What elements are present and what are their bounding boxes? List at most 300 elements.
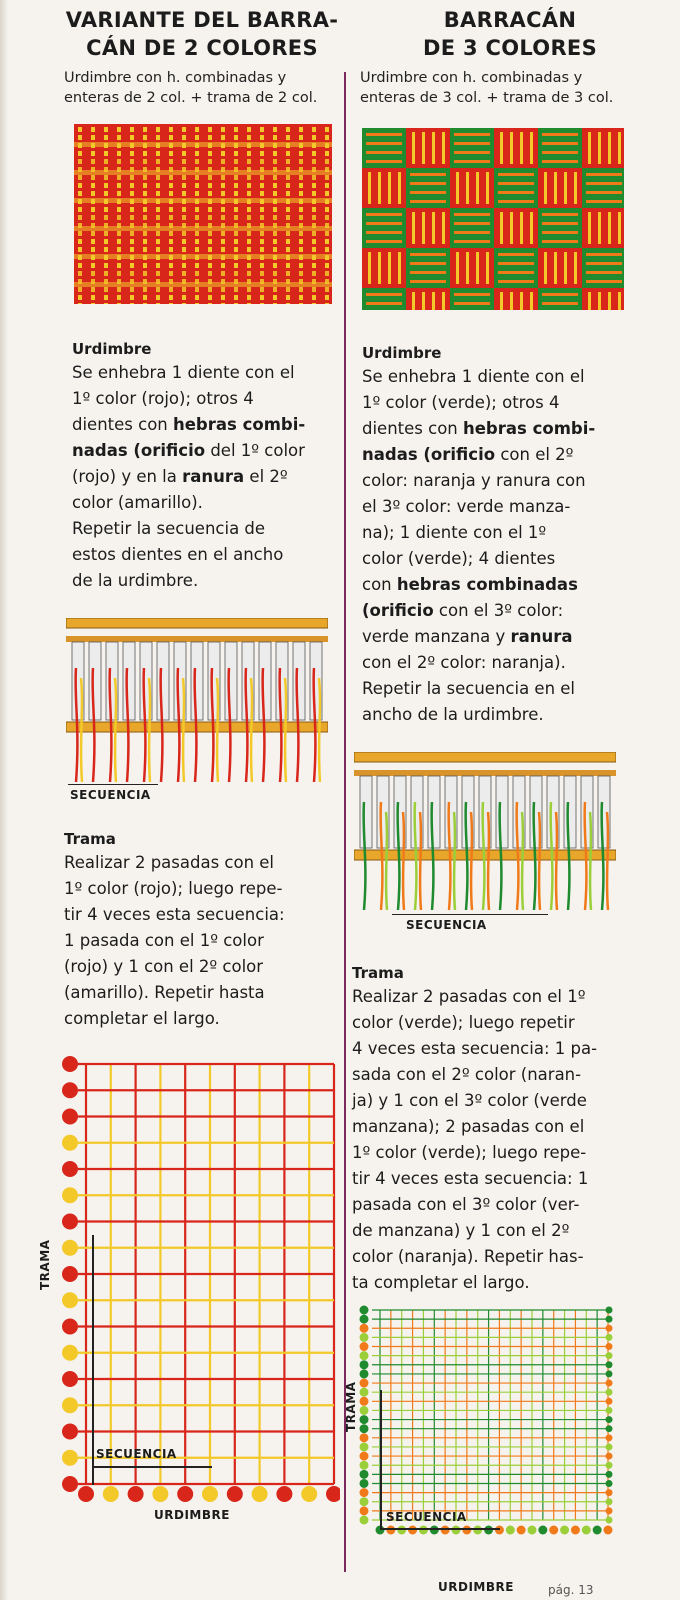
heddle-tooth: [89, 642, 101, 720]
fabric-stitch: [91, 159, 95, 164]
warp-thread: [420, 812, 421, 910]
fabric-stitch: [78, 295, 82, 300]
fabric-stitch: [208, 247, 212, 252]
left-urdimbre-line: de la urdimbre.: [72, 571, 199, 590]
fabric-stitch: [586, 191, 622, 194]
fabric-stitch: [260, 239, 264, 244]
fabric-stitch: [234, 271, 238, 276]
right-urdimbre-text: [362, 364, 662, 728]
left-title: [64, 6, 340, 62]
grid-weft-marker: [606, 1462, 613, 1469]
fabric-stitch: [586, 271, 622, 274]
fabric-stitch: [325, 135, 329, 140]
fabric-stitch: [312, 239, 316, 244]
left-grid-sequence-bracket: [92, 1466, 212, 1468]
left-trama-line: 1 pasada con el 1º color: [64, 931, 264, 950]
heddle-tooth: [259, 642, 271, 720]
fabric-stitch: [325, 175, 329, 180]
fabric-stitch: [273, 215, 277, 220]
right-subtitle-line-2: enteras de 3 col. + trama de 3 col.: [360, 90, 614, 106]
fabric-stitch: [312, 159, 316, 164]
fabric-stitch: [195, 231, 199, 236]
right-trama-line: 4 veces esta secuencia: 1 pa-: [352, 1039, 598, 1058]
heddle-tooth: [428, 776, 440, 848]
fabric-stitch: [91, 215, 95, 220]
fabric-stitch: [195, 151, 199, 156]
fabric-stitch: [247, 175, 251, 180]
fabric-stitch: [78, 303, 82, 304]
left-weave-grid: [50, 1052, 340, 1532]
fabric-stitch: [91, 247, 95, 252]
fabric-stitch: [104, 271, 108, 276]
heddle-top-bar-inner: [66, 636, 328, 642]
fabric-stitch: [182, 271, 186, 276]
warp-thread: [251, 678, 252, 782]
fabric-stitch: [544, 252, 547, 284]
fabric-stitch: [169, 263, 173, 268]
grid-weft-marker: [360, 1488, 369, 1497]
heddle-tooth: [293, 642, 305, 720]
grid-warp-marker: [276, 1486, 292, 1502]
left-subtitle-line-2: enteras de 2 col. + trama de 2 col.: [64, 90, 318, 106]
fabric-stitch: [130, 247, 134, 252]
fabric-stitch: [286, 207, 290, 212]
warp-thread: [539, 812, 540, 910]
right-title-line-1: BARRACÁN: [443, 8, 577, 32]
fabric-stitch: [169, 303, 173, 304]
fabric-stitch: [410, 200, 446, 203]
grid-weft-marker: [606, 1443, 613, 1450]
fabric-stitch: [195, 263, 199, 268]
fabric-stitch: [366, 142, 402, 145]
fabric-stitch: [104, 175, 108, 180]
fabric-stitch: [221, 247, 225, 252]
fabric-stitch: [498, 191, 534, 194]
fabric-stitch: [117, 247, 121, 252]
fabric-stitch: [260, 159, 264, 164]
fabric-stitch: [221, 207, 225, 212]
fabric-stitch: [169, 191, 173, 196]
grid-weft-marker: [62, 1214, 78, 1230]
fabric-stitch: [325, 159, 329, 164]
heddle-tooth: [191, 642, 203, 720]
fabric-stitch: [247, 271, 251, 276]
fabric-stitch: [221, 215, 225, 220]
grid-warp-marker: [528, 1526, 537, 1535]
fabric-stitch: [588, 132, 591, 164]
fabric-stitch: [195, 303, 199, 304]
fabric-stitch: [325, 183, 329, 188]
fabric-stitch: [221, 263, 225, 268]
fabric-stitch: [247, 295, 251, 300]
fabric-stitch: [498, 200, 534, 203]
fabric-stitch: [182, 231, 186, 236]
grid-weft-marker: [360, 1433, 369, 1442]
fabric-stitch: [156, 175, 160, 180]
fabric-stitch: [234, 215, 238, 220]
warp-thread: [386, 812, 387, 910]
grid-weft-marker: [62, 1056, 78, 1072]
fabric-stitch: [260, 295, 264, 300]
fabric-stitch: [156, 183, 160, 188]
grid-warp-marker: [441, 1526, 450, 1535]
left-urdimbre-text-run: del 1º color: [205, 441, 305, 460]
fabric-stitch: [273, 207, 277, 212]
fabric-stitch: [143, 191, 147, 196]
grid-weft-marker: [360, 1452, 369, 1461]
fabric-stitch: [78, 135, 82, 140]
fabric-stitch: [117, 231, 121, 236]
fabric-stitch: [366, 133, 402, 136]
right-trama-line: Realizar 2 pasadas con el 1º: [352, 987, 586, 1006]
fabric-stitch: [454, 213, 490, 216]
fabric-stitch: [273, 127, 277, 132]
fabric-stitch: [104, 239, 108, 244]
fabric-stitch: [117, 239, 121, 244]
fabric-stitch: [195, 295, 199, 300]
warp-thread: [522, 812, 523, 910]
right-subtitle: [360, 68, 660, 108]
fabric-stitch: [325, 215, 329, 220]
fabric-stitch: [130, 215, 134, 220]
fabric-stitch: [618, 132, 621, 164]
fabric-stitch: [208, 191, 212, 196]
fabric-stitch: [156, 287, 160, 292]
fabric-stitch: [286, 191, 290, 196]
left-urdimbre-line: [72, 438, 340, 464]
fabric-stitch: [234, 239, 238, 244]
left-urdimbre-text-run: el 2º: [244, 467, 288, 486]
grid-warp-marker: [582, 1526, 591, 1535]
grid-warp-marker: [430, 1526, 439, 1535]
fabric-stitch: [208, 135, 212, 140]
fabric-stitch: [273, 191, 277, 196]
fabric-stitch: [156, 215, 160, 220]
fabric-stitch: [234, 231, 238, 236]
fabric-stitch: [104, 127, 108, 132]
fabric-stitch: [117, 127, 121, 132]
fabric-stitch: [299, 303, 303, 304]
fabric-stitch: [143, 295, 147, 300]
grid-weft-marker: [62, 1424, 78, 1440]
fabric-stitch: [366, 240, 402, 243]
right-grid-trama-bracket: [380, 1390, 382, 1528]
fabric-stitch: [234, 207, 238, 212]
right-urdimbre-text-run: con el 3º color:: [433, 601, 564, 620]
right-urdimbre-line: Se enhebra 1 diente con el: [362, 367, 585, 386]
fabric-stitch: [422, 292, 425, 310]
warp-thread: [285, 678, 286, 782]
grid-weft-marker: [360, 1442, 369, 1451]
grid-weft-marker: [360, 1415, 369, 1424]
fabric-stitch: [542, 133, 578, 136]
heddle-tooth: [225, 642, 237, 720]
fabric-stitch: [366, 213, 402, 216]
fabric-stitch: [182, 159, 186, 164]
fabric-stitch: [608, 292, 611, 310]
fabric-stitch: [542, 213, 578, 216]
fabric-stitch: [91, 151, 95, 156]
fabric-stitch: [130, 271, 134, 276]
grid-weft-marker: [606, 1398, 613, 1405]
fabric-stitch: [169, 239, 173, 244]
fabric-stitch: [608, 212, 611, 244]
fabric-stitch: [117, 207, 121, 212]
fabric-stitch: [234, 127, 238, 132]
warp-thread: [319, 678, 320, 782]
fabric-stitch: [618, 292, 621, 310]
fabric-stitch: [169, 175, 173, 180]
fabric-stitch: [325, 303, 329, 304]
fabric-stitch: [366, 222, 402, 225]
fabric-stitch: [78, 159, 82, 164]
fabric-stitch: [476, 172, 479, 204]
right-urdimbre-text-run: con: [362, 575, 397, 594]
fabric-stitch: [299, 183, 303, 188]
fabric-stitch: [104, 247, 108, 252]
fabric-stitch: [520, 292, 523, 310]
grid-weft-marker: [62, 1397, 78, 1413]
grid-warp-marker: [397, 1526, 406, 1535]
heddle-tooth: [157, 642, 169, 720]
left-heddle-diagram: [66, 618, 328, 782]
fabric-stitch: [286, 127, 290, 132]
grid-weft-marker: [360, 1315, 369, 1324]
right-urdimbre-line: ancho de la urdimbre.: [362, 705, 544, 724]
fabric-stitch: [325, 295, 329, 300]
grid-weft-marker: [606, 1307, 613, 1314]
grid-weft-marker: [606, 1352, 613, 1359]
fabric-stitch: [442, 132, 445, 164]
fabric-stitch: [182, 207, 186, 212]
fabric-stitch: [156, 159, 160, 164]
fabric-stitch: [286, 239, 290, 244]
fabric-stitch: [325, 271, 329, 276]
fabric-stitch: [182, 303, 186, 304]
left-urdimbre-line: Repetir la secuencia de: [72, 519, 266, 538]
grid-warp-marker: [227, 1486, 243, 1502]
fabric-stitch: [260, 207, 264, 212]
fabric-stitch: [299, 127, 303, 132]
grid-warp-marker: [549, 1526, 558, 1535]
left-grid-trama-label: TRAMA: [38, 1239, 52, 1290]
fabric-stitch: [117, 271, 121, 276]
right-grid-sequence-label: SECUENCIA: [386, 1510, 467, 1524]
fabric-stitch: [169, 151, 173, 156]
grid-weft-marker: [62, 1187, 78, 1203]
page-number: pág. 13: [548, 1583, 594, 1597]
fabric-stitch: [554, 252, 557, 284]
left-trama-line: Realizar 2 pasadas con el: [64, 853, 275, 872]
fabric-stitch: [169, 215, 173, 220]
left-grid-sequence-label: SECUENCIA: [96, 1447, 177, 1461]
fabric-stitch: [544, 172, 547, 204]
fabric-stitch: [143, 159, 147, 164]
fabric-stitch: [156, 207, 160, 212]
fabric-stitch: [143, 215, 147, 220]
fabric-stitch: [542, 231, 578, 234]
fabric-stitch: [182, 247, 186, 252]
fabric-stitch: [325, 231, 329, 236]
fabric-stitch: [208, 183, 212, 188]
left-urdimbre-line: Se enhebra 1 diente con el: [72, 363, 295, 382]
fabric-stitch: [574, 252, 577, 284]
right-urdimbre-text-run: con el 2º: [495, 445, 574, 464]
fabric-stitch: [156, 303, 160, 304]
fabric-stitch: [325, 127, 329, 132]
right-urdimbre-line: con el 2º color: naranja).: [362, 653, 566, 672]
left-urdimbre-heading: Urdimbre: [72, 340, 152, 358]
right-urdimbre-section: [362, 342, 662, 728]
fabric-stitch: [247, 263, 251, 268]
right-sequence-label: SECUENCIA: [406, 918, 487, 932]
fabric-stitch: [286, 271, 290, 276]
fabric-stitch: [169, 295, 173, 300]
fabric-stitch: [117, 151, 121, 156]
left-title-line-1: VARIANTE DEL BARRA-: [65, 8, 339, 32]
fabric-stitch: [104, 231, 108, 236]
fabric-stitch: [143, 183, 147, 188]
right-trama-line: manzana); 2 pasadas con el: [352, 1117, 585, 1136]
fabric-stitch: [564, 172, 567, 204]
fabric-stitch: [500, 212, 503, 244]
left-urdimbre-line: [72, 464, 340, 490]
fabric-stitch: [500, 292, 503, 310]
right-trama-line: color (verde); luego repetir: [352, 1013, 575, 1032]
fabric-stitch: [195, 247, 199, 252]
fabric-weft-band: [74, 226, 332, 231]
fabric-stitch: [247, 303, 251, 304]
grid-weft-marker: [606, 1343, 613, 1350]
grid-warp-marker: [604, 1526, 613, 1535]
fabric-stitch: [273, 159, 277, 164]
fabric-block: [538, 288, 582, 310]
right-urdimbre-bold-term: ranura: [510, 627, 573, 646]
fabric-stitch: [78, 191, 82, 196]
fabric-stitch: [104, 215, 108, 220]
fabric-stitch: [182, 239, 186, 244]
fabric-stitch: [412, 212, 415, 244]
right-trama-line: de manzana) y 1 con el 2º: [352, 1221, 570, 1240]
fabric-stitch: [117, 191, 121, 196]
fabric-stitch: [598, 132, 601, 164]
warp-thread: [81, 678, 82, 782]
heddle-tooth: [360, 776, 372, 848]
fabric-stitch: [78, 287, 82, 292]
fabric-stitch: [260, 263, 264, 268]
fabric-stitch: [130, 239, 134, 244]
grid-weft-marker: [62, 1371, 78, 1387]
left-trama-line: completar el largo.: [64, 1009, 220, 1028]
fabric-stitch: [325, 151, 329, 156]
grid-weft-marker: [606, 1507, 613, 1514]
fabric-stitch: [422, 212, 425, 244]
fabric-stitch: [260, 135, 264, 140]
fabric-stitch: [273, 263, 277, 268]
fabric-stitch: [542, 302, 578, 305]
grid-warp-marker: [462, 1526, 471, 1535]
fabric-stitch: [486, 172, 489, 204]
fabric-stitch: [510, 132, 513, 164]
fabric-stitch: [169, 127, 173, 132]
fabric-stitch: [378, 252, 381, 284]
grid-weft-marker: [606, 1316, 613, 1323]
fabric-stitch: [143, 231, 147, 236]
fabric-stitch: [130, 135, 134, 140]
fabric-stitch: [286, 159, 290, 164]
fabric-stitch: [91, 271, 95, 276]
fabric-stitch: [454, 231, 490, 234]
fabric-stitch: [208, 207, 212, 212]
fabric-stitch: [286, 183, 290, 188]
fabric-stitch: [182, 127, 186, 132]
fabric-stitch: [586, 200, 622, 203]
fabric-stitch: [182, 287, 186, 292]
fabric-stitch: [586, 173, 622, 176]
fabric-stitch: [234, 191, 238, 196]
fabric-stitch: [156, 271, 160, 276]
fabric-stitch: [325, 287, 329, 292]
fabric-stitch: [422, 132, 425, 164]
fabric-stitch: [432, 212, 435, 244]
fabric-stitch: [454, 302, 490, 305]
fabric-stitch: [247, 287, 251, 292]
fabric-stitch: [432, 292, 435, 310]
warp-thread: [403, 812, 404, 910]
fabric-stitch: [104, 287, 108, 292]
fabric-stitch: [542, 293, 578, 296]
fabric-stitch: [454, 222, 490, 225]
grid-weft-marker: [360, 1479, 369, 1488]
warp-thread: [183, 678, 184, 782]
fabric-stitch: [530, 132, 533, 164]
fabric-stitch: [247, 151, 251, 156]
fabric-stitch: [130, 295, 134, 300]
fabric-stitch: [169, 159, 173, 164]
fabric-stitch: [432, 132, 435, 164]
fabric-stitch: [156, 151, 160, 156]
warp-thread: [607, 812, 608, 910]
grid-weft-marker: [62, 1266, 78, 1282]
fabric-stitch: [368, 172, 371, 204]
grid-weft-marker: [360, 1324, 369, 1333]
grid-weft-marker: [606, 1334, 613, 1341]
right-urdimbre-line: [362, 416, 662, 442]
fabric-stitch: [586, 182, 622, 185]
grid-weft-marker: [360, 1342, 369, 1351]
right-urdimbre-text-run: dientes con: [362, 419, 463, 438]
fabric-stitch: [325, 207, 329, 212]
fabric-stitch: [260, 215, 264, 220]
left-urdimbre-text: [72, 360, 340, 594]
right-sequence-bracket: [392, 914, 548, 915]
fabric-stitch: [234, 287, 238, 292]
fabric-stitch: [586, 253, 622, 256]
fabric-stitch: [169, 183, 173, 188]
grid-weft-marker: [62, 1319, 78, 1335]
grid-weft-marker: [606, 1453, 613, 1460]
fabric-stitch: [476, 252, 479, 284]
fabric-stitch: [208, 239, 212, 244]
fabric-stitch: [325, 247, 329, 252]
fabric-stitch: [466, 252, 469, 284]
grid-weft-marker: [606, 1416, 613, 1423]
fabric-stitch: [454, 142, 490, 145]
fabric-stitch: [208, 287, 212, 292]
fabric-stitch: [542, 240, 578, 243]
left-subtitle: [64, 68, 340, 108]
fabric-stitch: [130, 303, 134, 304]
